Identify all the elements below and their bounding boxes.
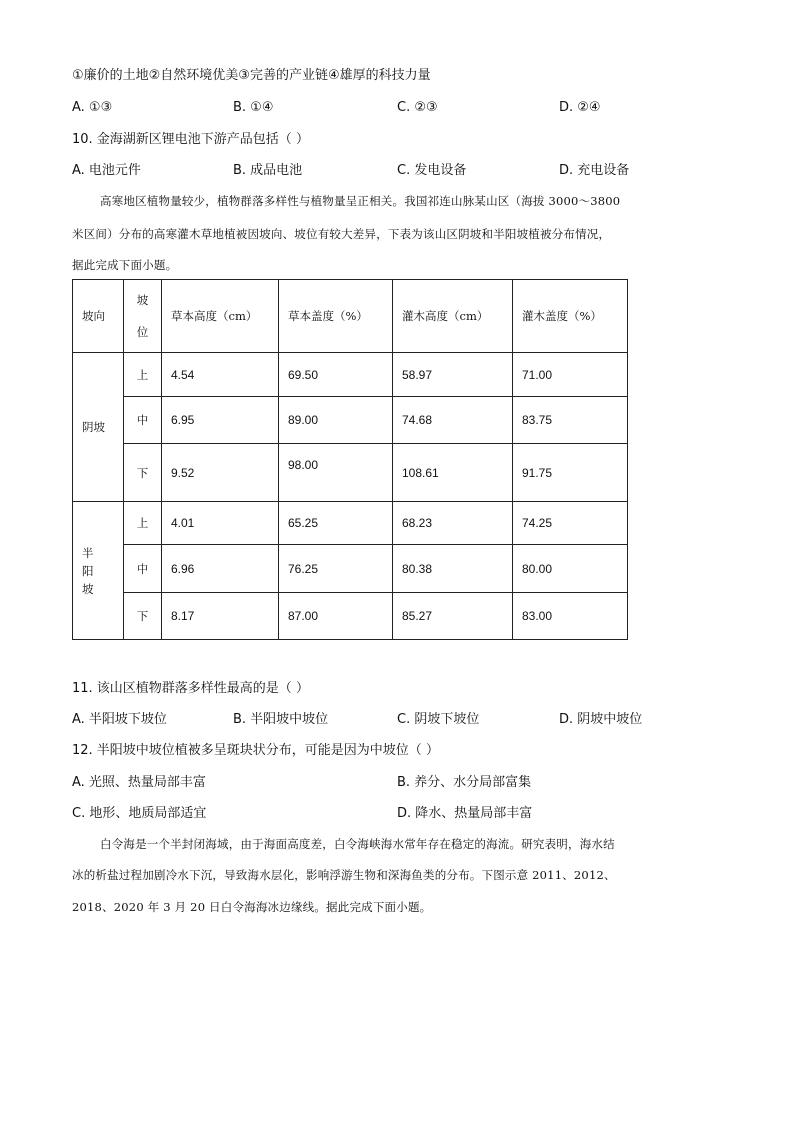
herb-height-cell: 6.96: [162, 545, 279, 593]
shrub-cover-cell: 71.00: [513, 353, 628, 397]
passage2-line-2: 冰的析盐过程加剧冷水下沉，导致海水层化，影响浮游生物和深海鱼类的分布。下图示意 2011、2012、: [72, 868, 616, 882]
herb-cover-cell: 69.50: [279, 353, 393, 397]
q9-statement-line: ①廉价的土地②自然环境优美③完善的产业链④雄厚的科技力量: [72, 68, 431, 83]
header-slope-direction: 坡向: [73, 280, 124, 353]
table-row: [73, 353, 628, 397]
q9-option-d[interactable]: D. ②④: [559, 100, 601, 115]
table-row: [73, 593, 628, 640]
header-shrub-cover: 灌木盖度（%）: [513, 280, 628, 353]
herb-cover-cell: 98.00: [279, 444, 393, 502]
direction-char-3: 坡: [82, 581, 94, 596]
direction-semi-sunny-slope: [73, 502, 124, 640]
header-shrub-height: 灌木高度（cm）: [393, 280, 513, 353]
shrub-height-cell: 58.97: [393, 353, 513, 397]
shrub-height-cell: 80.38: [393, 545, 513, 593]
passage2-line-3: 2018、2020 年 3 月 20 日白令海海冰边缘线。据此完成下面小题。: [72, 900, 432, 914]
header-slope-position-char-1: 坡: [136, 293, 149, 307]
header-slope-position-char-2: 位: [136, 325, 149, 339]
slope-position: 上: [124, 502, 162, 545]
q12-option-c[interactable]: C. 地形、地质局部适宜: [72, 806, 207, 821]
q9-option-c[interactable]: C. ②③: [397, 100, 438, 115]
slope-position: 中: [124, 545, 162, 593]
herb-height-cell: 4.54: [162, 353, 279, 397]
herb-cover-cell: 89.00: [279, 397, 393, 444]
table-row: [73, 545, 628, 593]
q9-option-b[interactable]: B. ①④: [233, 100, 274, 115]
shrub-cover-cell: 91.75: [513, 444, 628, 502]
shrub-cover-cell: 83.00: [513, 593, 628, 640]
herb-height-cell: 8.17: [162, 593, 279, 640]
shrub-height-cell: 85.27: [393, 593, 513, 640]
shrub-cover-cell: 80.00: [513, 545, 628, 593]
direction-shady-slope: 阴坡: [73, 353, 124, 502]
q12-option-b[interactable]: B. 养分、水分局部富集: [397, 775, 532, 790]
q10-option-d[interactable]: D. 充电设备: [559, 163, 630, 178]
table-header-row: [73, 280, 628, 353]
herb-cover-cell: 87.00: [279, 593, 393, 640]
q10-option-c[interactable]: C. 发电设备: [397, 163, 467, 178]
herb-cover-cell: 76.25: [279, 545, 393, 593]
q11-stem: 11. 该山区植物群落多样性最高的是（ ）: [72, 681, 309, 696]
q12-stem: 12. 半阳坡中坡位植被多呈斑块状分布，可能是因为中坡位（ ）: [72, 743, 439, 758]
q12-option-d[interactable]: D. 降水、热量局部丰富: [397, 806, 533, 821]
herb-height-cell: 9.52: [162, 444, 279, 502]
shrub-cover-cell: 74.25: [513, 502, 628, 545]
shrub-height-cell: 74.68: [393, 397, 513, 444]
direction-char-2: 阳: [82, 563, 94, 578]
herb-height-cell: 6.95: [162, 397, 279, 444]
table-row: [73, 397, 628, 444]
vegetation-table: [72, 279, 628, 640]
header-herb-height: 草本高度（cm）: [162, 280, 279, 353]
slope-position: 中: [124, 397, 162, 444]
slope-position: 下: [124, 444, 162, 502]
herb-cover-cell: 65.25: [279, 502, 393, 545]
header-slope-position: [124, 280, 162, 353]
q10-option-b[interactable]: B. 成品电池: [233, 163, 303, 178]
q11-option-a[interactable]: A. 半阳坡下坡位: [72, 712, 167, 727]
q11-option-b[interactable]: B. 半阳坡中坡位: [233, 712, 329, 727]
shrub-height-cell: 68.23: [393, 502, 513, 545]
table-row: [73, 502, 628, 545]
shrub-cover-cell: 83.75: [513, 397, 628, 444]
q11-option-c[interactable]: C. 阴坡下坡位: [397, 712, 480, 727]
q9-option-a[interactable]: A. ①③: [72, 100, 113, 115]
herb-height-cell: 4.01: [162, 502, 279, 545]
q11-option-d[interactable]: D. 阴坡中坡位: [559, 712, 643, 727]
q10-stem: 10. 金海湖新区锂电池下游产品包括（ ）: [72, 132, 309, 147]
q10-option-a[interactable]: A. 电池元件: [72, 163, 141, 178]
direction-char-1: 半: [82, 545, 94, 560]
table-row: [73, 444, 628, 502]
passage1-line-1: 高寒地区植物量较少，植物群落多样性与植物量呈正相关。我国祁连山脉某山区（海拔 3000～3800: [100, 194, 621, 208]
q12-option-a[interactable]: A. 光照、热量局部丰富: [72, 775, 206, 790]
passage2-line-1: 白令海是一个半封闭海域，由于海面高度差，白令海峡海水常年存在稳定的海流。研究表明，海水结: [100, 837, 615, 851]
passage1-line-3: 据此完成下面小题。: [72, 258, 178, 272]
header-herb-cover: 草本盖度（%）: [279, 280, 393, 353]
passage1-line-2: 米区间）分布的高寒灌木草地植被因坡向、坡位有较大差异，下表为该山区阴坡和半阳坡植被分布情况，: [72, 227, 611, 241]
slope-position: 下: [124, 593, 162, 640]
shrub-height-cell: 108.61: [393, 444, 513, 502]
slope-position: 上: [124, 353, 162, 397]
